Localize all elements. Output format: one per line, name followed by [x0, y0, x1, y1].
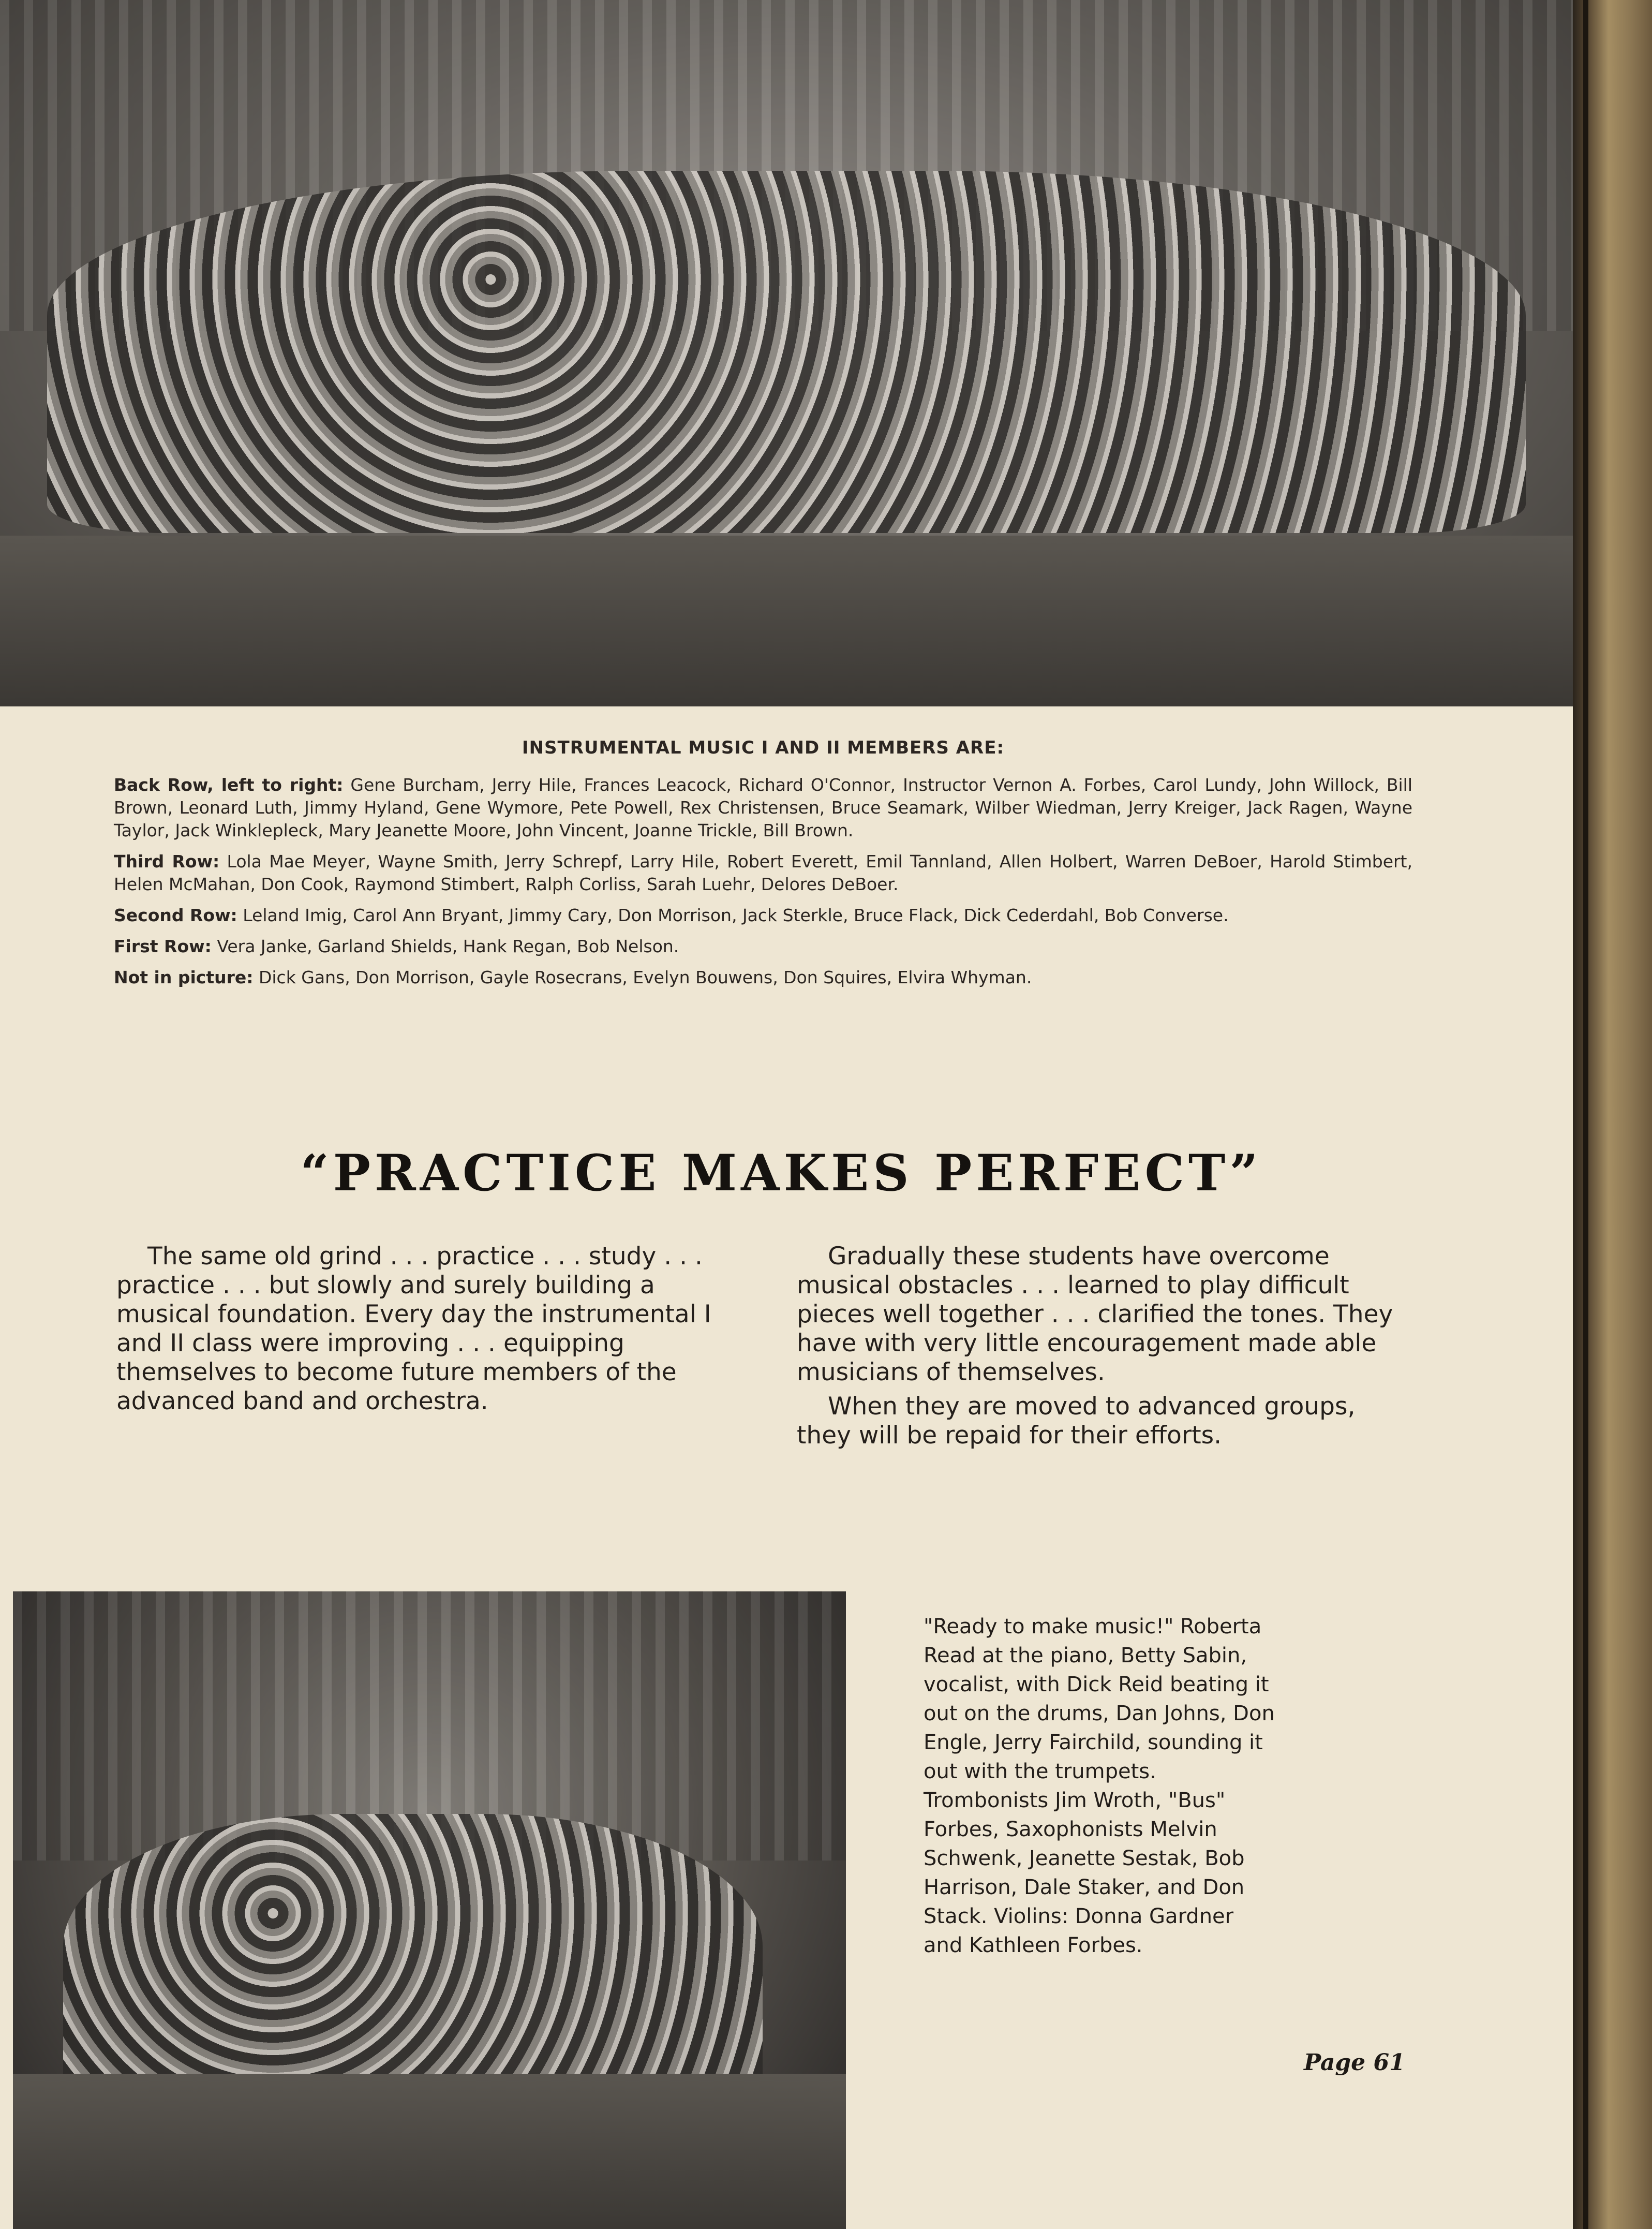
page-headline: “PRACTICE MAKES PERFECT”	[300, 1144, 1262, 1202]
members-title: INSTRUMENTAL MUSIC I AND II MEMBERS ARE:	[522, 737, 1005, 758]
body-column-right	[797, 1242, 1394, 1455]
row-label: Second Row:	[114, 905, 237, 925]
body-paragraph: The same old grind . . . practice . . . study . . . practice . . . but slowly and surely building a musical foundation. Every day the instrumental I and II class were improving . . . equipping themselves to become future members of the advanced band and orchestra.	[116, 1242, 711, 1415]
row-names: Vera Janke, Garland Shields, Hank Regan, Bob Nelson.	[217, 936, 679, 956]
band-rehearsal-photo	[13, 1591, 846, 2229]
row-names: Dick Gans, Don Morrison, Gayle Rosecrans, Evelyn Bouwens, Don Squires, Elvira Whyman.	[258, 967, 1032, 987]
row-names: Lola Mae Meyer, Wayne Smith, Jerry Schrepf, Larry Hile, Robert Everett, Emil Tannland, Allen Holbert, Warren DeBoer, Harold Stimbert, Helen McMahan, Don Cook, Raymond Stimbert, Ralph Corliss, Sarah Luehr, Delores DeBoer.	[114, 851, 1412, 894]
members-caption	[114, 717, 1412, 997]
body-paragraph: When they are moved to advanced groups, they will be repaid for their efforts.	[797, 1392, 1356, 1450]
row-label: Not in picture:	[114, 967, 254, 987]
photo-seated-musicians	[47, 171, 1526, 533]
row-names: Gene Burcham, Jerry Hile, Frances Leacock, Richard O'Connor, Instructor Vernon A. Forbes, Carol Lundy, John Willock, Bill Brown, Leonard Luth, Jimmy Hyland, Gene Wymore, Pete Powell, Rex Christensen, Bruce Seamark, Wilber Wiedman, Jerry Kreiger, Jack Ragen, Wayne Taylor, Jack Winklepleck, Mary Jeanette Moore, John Vincent, Joanne Trickle, Bill Brown.	[114, 775, 1413, 840]
row-label: Back Row, left to right:	[114, 775, 344, 795]
members-row-third	[114, 850, 1412, 896]
instrumental-class-photo	[0, 0, 1573, 706]
row-label: Third Row:	[114, 851, 220, 872]
body-column-left	[116, 1242, 714, 1421]
members-row-back	[114, 774, 1412, 842]
members-not-in-picture	[114, 966, 1412, 989]
photo-floor	[0, 536, 1573, 706]
row-label: First Row:	[114, 936, 212, 956]
row-names: Leland Imig, Carol Ann Bryant, Jimmy Cary, Don Morrison, Jack Sterkle, Bruce Flack, Dick Cederdahl, Bob Converse.	[243, 905, 1229, 925]
photo-floor	[13, 2074, 846, 2229]
page-number: Page 61	[1304, 2049, 1405, 2076]
body-paragraph: Gradually these students have overcome musical obstacles . . . learned to play difficult pieces well together . . . clarified the tones. They have with very little encouragement made able musicians of themselves.	[797, 1242, 1393, 1386]
rehearsal-photo-caption: "Ready to make music!" Roberta Read at the piano, Betty Sabin, vocalist, with Dick Reid beating it out on the drums, Dan Johns, Don Engle, Jerry Fairchild, sounding it out with the trumpets. Trombonists Jim Wroth, "Bus" Forbes, Saxophonists Melvin Schwenk, Jeanette Sestak, Bob Harrison, Dale Staker, and Don Stack. Violins: Donna Gardner and Kathleen Forbes.	[924, 1615, 1275, 1957]
page-gutter-line	[1583, 0, 1588, 2229]
members-row-first	[114, 935, 1412, 958]
members-row-second	[114, 904, 1412, 927]
